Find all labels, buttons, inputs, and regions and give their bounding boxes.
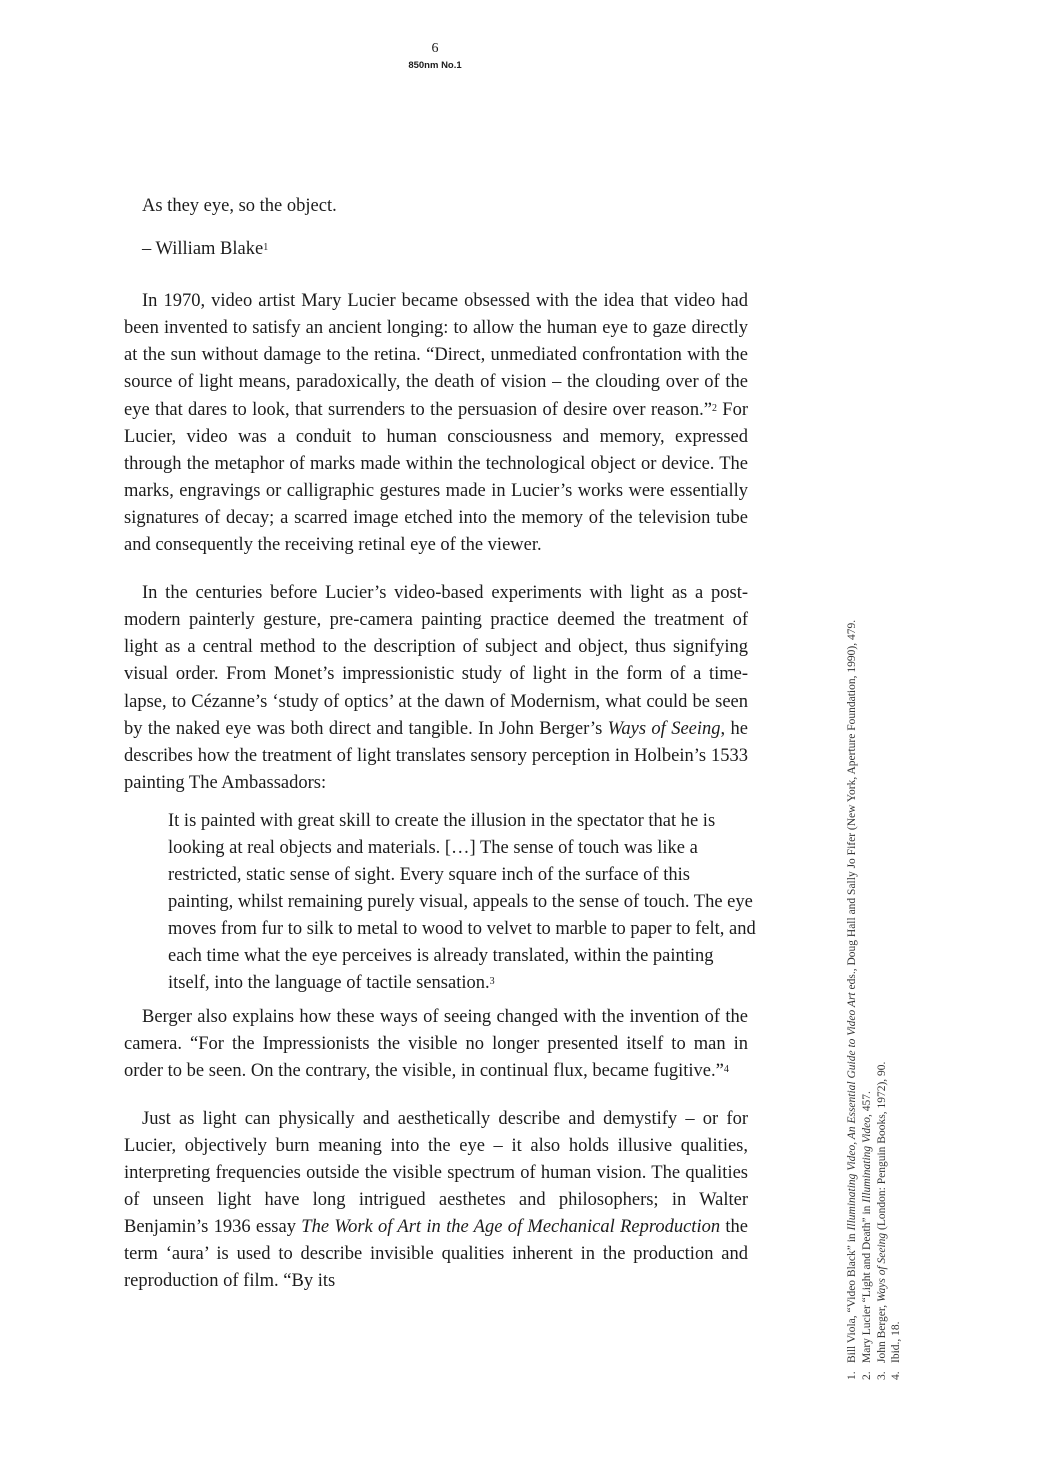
paragraph-1-part-b: For Lucier, video was a conduit to human consciousness and memory, expressed through the metaphor of marks made within the technological object or device. The marks, engravings or calligraphic gestures made in Lucier’s works were essentially signatures of decay; a scarred image etched into the memory of the television tube and consequently the receiving retinal eye of the viewer. — [124, 399, 748, 556]
body-text — [124, 193, 756, 1295]
epigraph-text: As they eye, so the object. — [142, 196, 337, 216]
footnote-ref-3: 3 — [489, 976, 495, 988]
footnote-number: 1. — [846, 1371, 858, 1380]
footnote-3 — [875, 560, 890, 1380]
footnote-text-end: , 457. — [860, 1091, 873, 1117]
footnote-2 — [860, 560, 875, 1380]
footnote-number: 4. — [890, 1371, 903, 1380]
paragraph-4-part-b: the term ‘aura’ is used to describe invisible qualities inherent in the production and reproduction of film. “By its — [124, 1217, 749, 1292]
paragraph-2-part-a: In the centuries before Lucier’s video-based experiments with light as a post-modern painterly gesture, pre-camera painting practice deemed the treatment of light as a central method to the description of subject and object, thus signifying visual order. From Monet’s impressionistic study of light in the form of a time-lapse, to Cézanne’s ‘study of optics’ at the dawn of Modernism, what could be seen by the naked eye was both direct and tangible. In John Berger’s — [124, 583, 748, 739]
paragraph-4-part-a: Just as light can physically and aesthetically describe and demystify – or for Lucier, objectively burn meaning into the eye – it also holds illusive qualities, interpreting frequencies outside the visible spectrum of human vision. The qualities of unseen light have long intrigued aesthetes and philosophers; in Walter Benjamin’s 1936 essay — [124, 1108, 748, 1238]
footnote-ref-2: 2 — [711, 402, 717, 414]
footnotes — [845, 560, 917, 1380]
paragraph-3 — [124, 1004, 748, 1085]
footnote-text: John Berger, — [875, 1302, 888, 1363]
essay-title-work-of-art: The Work of Art in the Age of Mechanical Reproduction — [301, 1217, 721, 1238]
page-number: 6 — [431, 41, 439, 56]
footnote-text-end: eds., Doug Hall and Sally Jo Fifer (New York, Aperture Foundation, 1990), 479. — [846, 619, 858, 993]
footnote-text: Mary Lucier “Light and Death” in — [860, 1202, 873, 1363]
block-quote-text: It is painted with great skill to create the illusion in the spectator that he is looking at real objects and materials. […] The sense of touch was like a restricted, static sense of sight. Every square inch of the surface of this painting, whilst remaining purely visual, appeals to the sense of touch. The eye moves from fur to silk to metal to wood to velvet to marble to paper to felt, and each time what the eye perceives is already translated, within the painting itself, into the language of tactile sensation. — [168, 810, 756, 994]
footnote-text-end: (London: Penguin Books, 1972), 90. — [875, 1061, 888, 1233]
block-quote — [168, 808, 758, 998]
epigraph-author — [142, 236, 748, 263]
epigraph-author-name: – William Blake — [142, 239, 264, 260]
footnote-italic: Illuminating Video — [860, 1116, 873, 1203]
footnote-ref-1: 1 — [263, 242, 269, 254]
footnote-text: Ibid., 18. — [890, 1321, 903, 1363]
paragraph-4 — [124, 1106, 748, 1296]
paragraph-2-part-b: , he describes how the treatment of light translates sensory perception in Holbein’s 1533 painting The Ambassadors: — [124, 718, 749, 793]
footnote-ref-4: 4 — [723, 1063, 729, 1075]
page-header — [0, 40, 870, 73]
paragraph-1 — [124, 288, 748, 559]
journal-title: 850nm No.1 — [408, 60, 462, 71]
footnote-1 — [845, 560, 860, 1380]
footnote-italic: Illuminating Video, An Essential Guide to Video Art — [846, 992, 858, 1231]
paragraph-2 — [124, 580, 748, 797]
footnote-number: 3. — [875, 1371, 888, 1380]
footnote-4 — [889, 560, 904, 1380]
footnote-italic: Ways of Seeing — [875, 1232, 888, 1303]
footnote-number: 2. — [860, 1371, 873, 1380]
book-title-ways-of-seeing: Ways of Seeing — [607, 718, 721, 739]
paragraph-1-part-a: In 1970, video artist Mary Lucier became obsessed with the idea that video had been invented to satisfy an ancient longing: to allow the human eye to gaze directly at the sun without damage to the retina. “Direct, unmediated confrontation with the source of light means, paradoxically, the death of vision – the clouding over of the eye that dares to look, that surrenders to the persuasion of desire over reason.” — [124, 291, 748, 420]
footnote-text: Bill Viola, “Video Black” in — [846, 1230, 858, 1363]
paragraph-3-text: Berger also explains how these ways of seeing changed with the invention of the camera. “For the Impressionists the visible no longer presented itself to man in order to be seen. On the contrary, the visible, in continual flux, became fugitive.” — [124, 1006, 748, 1081]
